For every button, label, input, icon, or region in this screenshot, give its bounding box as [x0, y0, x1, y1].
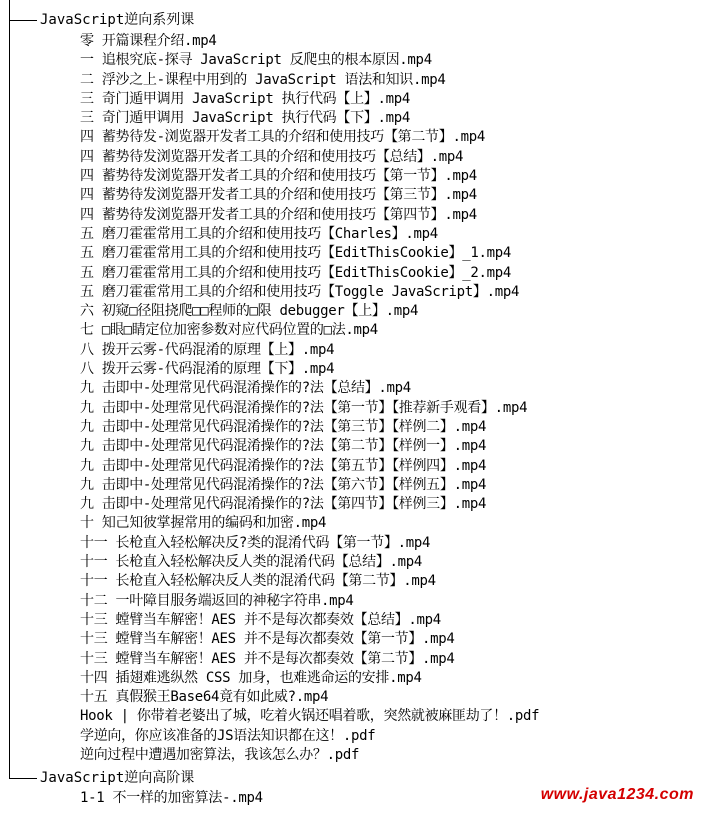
folder-title[interactable]: JavaScript逆向系列课 — [40, 12, 195, 28]
folder-title[interactable]: JavaScript逆向高阶课 — [40, 770, 195, 786]
file-item[interactable]: 四 蓄势待发浏览器开发者工具的介绍和使用技巧【第三节】.mp4 — [80, 187, 477, 204]
site-watermark: www.java1234.com — [540, 786, 694, 803]
file-item[interactable]: 学逆向，你应该准备的JS语法知识都在这！.pdf — [80, 727, 376, 744]
file-item[interactable]: 一 追根究底-探寻 JavaScript 反爬虫的根本原因.mp4 — [80, 52, 432, 69]
tree-trunk-line — [9, 0, 10, 778]
file-item[interactable]: 九 击即中-处理常见代码混淆操作的?法【第二节】【样例一】.mp4 — [80, 438, 487, 455]
file-list — [80, 32, 539, 765]
file-item[interactable]: 九 击即中-处理常见代码混淆操作的?法【第三节】【样例二】.mp4 — [80, 418, 487, 435]
file-item[interactable]: 五 磨刀霍霍常用工具的介绍和使用技巧【EditThisCookie】_2.mp4 — [80, 264, 512, 281]
file-item[interactable]: 九 击即中-处理常见代码混淆操作的?法【第一节】【推荐新手观看】.mp4 — [80, 399, 528, 416]
file-item[interactable]: 三 奇门遁甲调用 JavaScript 执行代码【下】.mp4 — [80, 110, 410, 127]
tree-branch-line — [9, 20, 37, 21]
file-item[interactable]: 十四 插翅难逃纵然 CSS 加身，也难逃命运的安排.mp4 — [80, 669, 422, 686]
file-item[interactable]: 三 奇门遁甲调用 JavaScript 执行代码【上】.mp4 — [80, 90, 410, 107]
tree-branch-line — [9, 778, 37, 779]
file-item[interactable]: 九 击即中-处理常见代码混淆操作的?法【总结】.mp4 — [80, 380, 411, 397]
file-item[interactable]: 五 磨刀霍霍常用工具的介绍和使用技巧【Charles】.mp4 — [80, 225, 438, 242]
file-item[interactable]: 九 击即中-处理常见代码混淆操作的?法【第五节】【样例四】.mp4 — [80, 457, 487, 474]
file-item[interactable]: 十一 长枪直入轻松解决反人类的混淆代码【总结】.mp4 — [80, 554, 423, 571]
file-item[interactable]: Hook | 你带着老婆出了城，吃着火锅还唱着歌，突然就被麻匪劫了！.pdf — [80, 708, 540, 725]
file-item[interactable]: 四 蓄势待发浏览器开发者工具的介绍和使用技巧【第一节】.mp4 — [80, 168, 477, 185]
file-list — [80, 789, 263, 808]
file-item[interactable]: 六 初窥□径阻挠爬□□程师的□限 debugger【上】.mp4 — [80, 303, 419, 320]
file-item[interactable]: 九 击即中-处理常见代码混淆操作的?法【第四节】【样例三】.mp4 — [80, 496, 487, 513]
file-item[interactable]: 十三 螳臂当车解密！AES 并不是每次都奏效【第二节】.mp4 — [80, 650, 455, 667]
file-item[interactable]: 十五 真假猴王Base64竟有如此威?.mp4 — [80, 689, 329, 706]
file-item[interactable]: 二 浮沙之上-课程中用到的 JavaScript 语法和知识.mp4 — [80, 71, 446, 88]
file-item[interactable]: 八 拨开云雾-代码混淆的原理【上】.mp4 — [80, 341, 335, 358]
file-item[interactable]: 七 □眼□睛定位加密参数对应代码位置的□法.mp4 — [80, 322, 378, 339]
file-item[interactable]: 1-1 不一样的加密算法-.mp4 — [80, 790, 263, 806]
file-item[interactable]: 零 开篇课程介绍.mp4 — [80, 33, 217, 49]
file-item[interactable]: 四 蓄势待发浏览器开发者工具的介绍和使用技巧【总结】.mp4 — [80, 148, 464, 165]
file-item[interactable]: 四 蓄势待发浏览器开发者工具的介绍和使用技巧【第四节】.mp4 — [80, 206, 477, 223]
file-item[interactable]: 逆向过程中遭遇加密算法，我该怎么办？.pdf — [80, 746, 360, 763]
file-item[interactable]: 十二 一叶障目服务端返回的神秘字符串.mp4 — [80, 592, 354, 609]
file-item[interactable]: 四 蓄势待发-浏览器开发者工具的介绍和使用技巧【第二节】.mp4 — [80, 129, 485, 146]
file-item[interactable]: 八 拨开云雾-代码混淆的原理【下】.mp4 — [80, 361, 335, 378]
file-item[interactable]: 十 知己知彼掌握常用的编码和加密.mp4 — [80, 515, 327, 532]
file-item[interactable]: 九 击即中-处理常见代码混淆操作的?法【第六节】【样例五】.mp4 — [80, 476, 487, 493]
file-item[interactable]: 十一 长枪直入轻松解决反?类的混淆代码【第一节】.mp4 — [80, 534, 431, 551]
file-item[interactable]: 五 磨刀霍霍常用工具的介绍和使用技巧【EditThisCookie】_1.mp4 — [80, 245, 512, 262]
file-item[interactable]: 十三 螳臂当车解密！AES 并不是每次都奏效【总结】.mp4 — [80, 611, 441, 628]
file-item[interactable]: 十一 长枪直入轻松解决反人类的混淆代码【第二节】.mp4 — [80, 573, 436, 590]
file-item[interactable]: 五 磨刀霍霍常用工具的介绍和使用技巧【Toggle JavaScript】.mp4 — [80, 283, 520, 300]
file-item[interactable]: 十三 螳臂当车解密！AES 并不是每次都奏效【第一节】.mp4 — [80, 631, 455, 648]
